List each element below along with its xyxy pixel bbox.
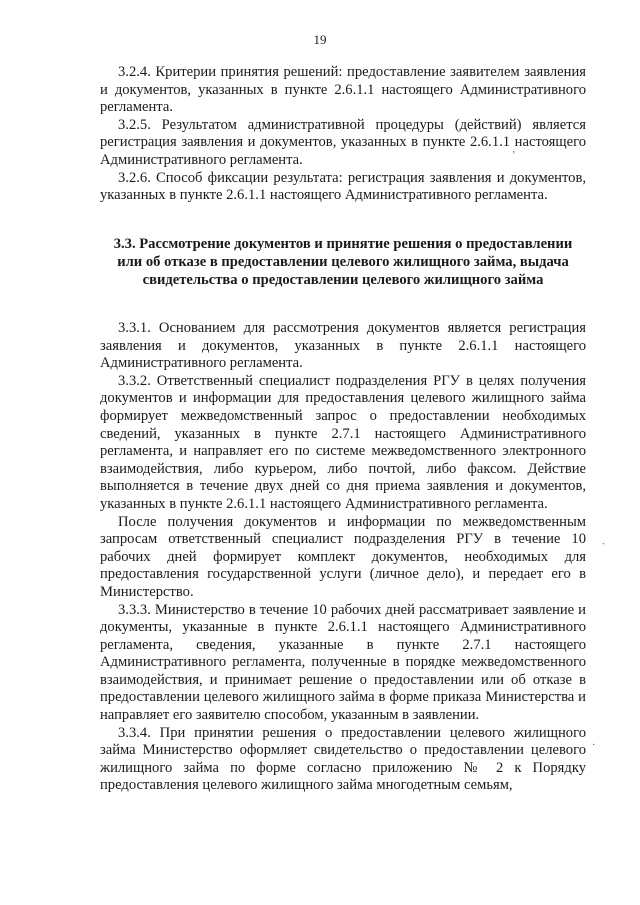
paragraph-after-requests: После получения документов и информации по межведомственным запросам ответственный специалист подразделения РГУ в течение 10 рабочих дней формирует комплект документов, необходимых для предоставления государственной услуги (личное дело), и передает его в Министерство.: [100, 513, 586, 600]
paragraph-3-2-5: 3.2.5. Результатом административной процедуры (действий) является регистрация заявления и документов, указанных в пункте 2.6.1.1 настоящего Административного регламента.: [100, 116, 586, 168]
scan-speck: ʼ: [512, 150, 516, 161]
section-heading: 3.3. Рассмотрение документов и принятие решения о предоставлении или об отказе в предоставлении целевого жилищного займа, выдача свидетельства о предоставлении целевого жилищного займа: [113, 236, 573, 288]
paragraph-3-3-2: 3.3.2. Ответственный специалист подразделения РГУ в целях получения документов и информации для предоставления целевого жилищного займа формирует межведомственный запрос о предоставлении необходимых сведений, указанных в пункте 2.7.1 настоящего Административного регламента, и направляет его по системе межведомственного электронного взаимодействия, либо курьером, либо почтой, либо факсом. Действие выполняется в течение двух дней со дня приема заявления и документов, указанных в пункте 2.6.1.1 настоящего Административного регламента.: [100, 372, 586, 512]
page-number: 19: [313, 32, 327, 47]
section-paragraphs: [100, 320, 586, 795]
paragraph-3-2-4: 3.2.4. Критерии принятия решений: предоставление заявителем заявления и документов, указанных в пункте 2.6.1.1 настоящего Административного регламента.: [100, 64, 586, 116]
paragraph-3-3-1: 3.3.1. Основанием для рассмотрения документов является регистрация заявления и документов, указанных в пункте 2.6.1.1 настоящего Административного регламента.: [100, 320, 586, 372]
scan-speck: ˏ: [602, 534, 606, 545]
paragraph-3-3-4: 3.3.4. При принятии решения о предоставлении целевого жилищного займа Министерство оформляет свидетельство о предоставлении целевого жилищного займа по форме согласно приложению № 2 к Порядку предоставления целевого жилищного займа многодетным семьям,: [100, 724, 586, 794]
top-paragraphs: [100, 64, 586, 205]
scan-speck: ·: [592, 740, 596, 751]
paragraph-3-2-6: 3.2.6. Способ фиксации результата: регистрация заявления и документов, указанных в пункте 2.6.1.1 настоящего Административного регламента.: [100, 169, 586, 204]
paragraph-3-3-3: 3.3.3. Министерство в течение 10 рабочих дней рассматривает заявление и документы, указанные в пункте 2.6.1.1 настоящего Административного регламента, сведения, указанные в пункте 2.7.1 настоящего Административного регламента, полученные в порядке межведомственного взаимодействия, и принимает решение о предоставлении или об отказе в предоставлении целевого жилищного займа в форме приказа Министерства и направляет его заявителю способом, указанным в заявлении.: [100, 601, 586, 724]
